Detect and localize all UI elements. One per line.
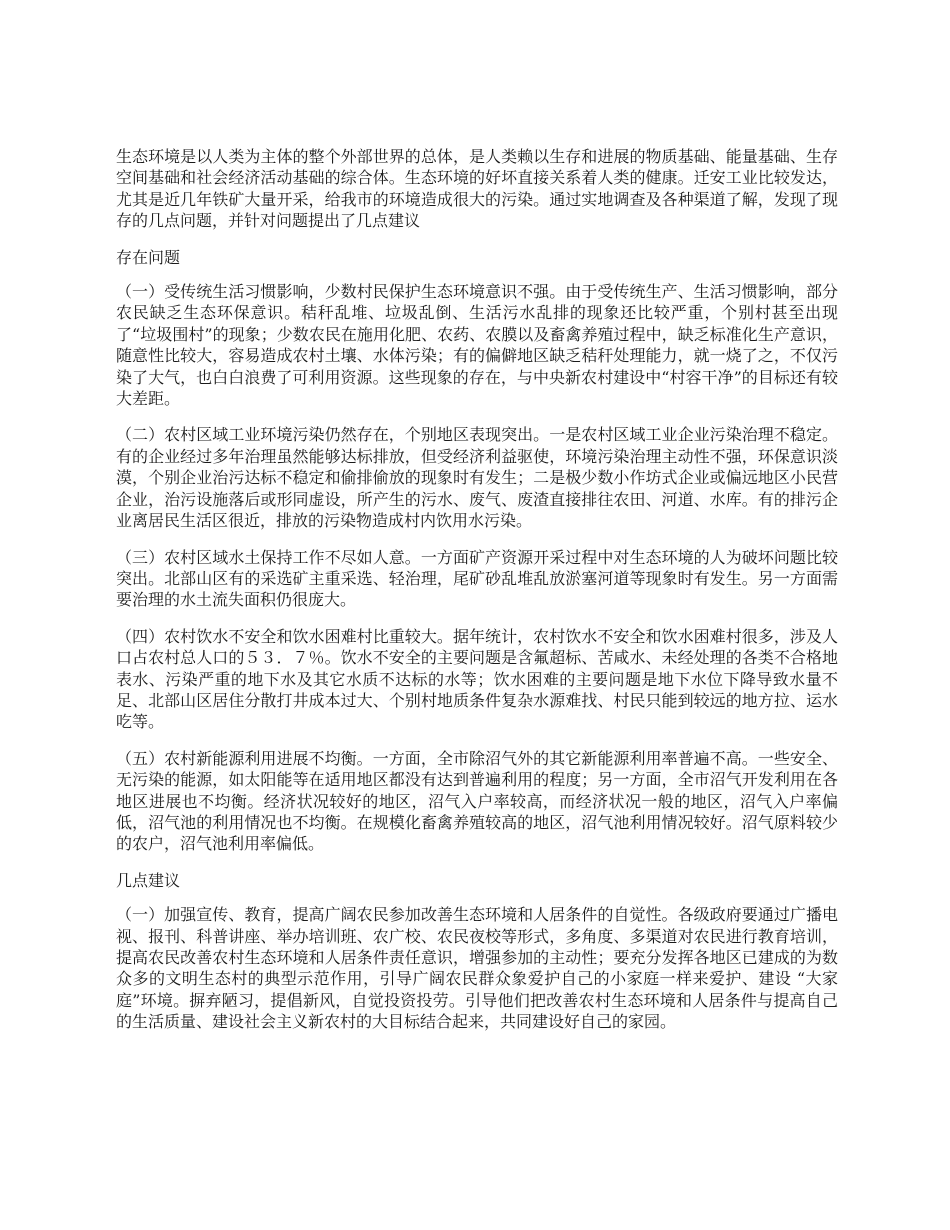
suggestion-paragraph-1: （一）加强宣传、教育，提高广阔农民参加改善生态环境和人居条件的自觉性。各级政府要通过广播电视、报刊、科普讲座、举办培训班、农广校、农民夜校等形式，多角度、多渠道对农民进行教育培训，提高农民改善农村生态环境和人居条件责任意识，增强参加的主动性；要充分发挥各地区已建成的为数众多的文明生态村的典型示范作用，引导广阔农民群众象爱护自己的小家庭一样来爱护、建设 “大家庭”环境。摒弃陋习，提倡新风，自觉投资投劳。引导他们把改善农村生态环境和人居条件与提高自己的生活质量、建设社会主义新农村的大目标结合起来，共同建设好自己的家园。 [116,905,838,1032]
document-body [116,146,838,1048]
problem-paragraph-1: （一）受传统生活习惯影响，少数村民保护生态环境意识不强。由于受传统生产、生活习惯影响，部分农民缺乏生态环保意识。秸秆乱堆、垃圾乱倒、生活污水乱排的现象还比较严重，个别村甚至出现了“垃圾围村”的现象；少数农民在施用化肥、农药、农膜以及畜禽养殖过程中，缺乏标准化生产意识，随意性比较大，容易造成农村土壤、水体污染；有的偏僻地区缺乏秸秆处理能力，就一烧了之，不仅污染了大气，也白白浪费了可利用资源。这些现象的存在，与中央新农村建设中“村容干净”的目标还有较大差距。 [116,282,838,409]
problem-paragraph-2: （二）农村区域工业环境污染仍然存在，个别地区表现突出。一是农村区域工业企业污染治理不稳定。有的企业经过多年治理虽然能够达标排放，但受经济利益驱使，环境污染治理主动性不强，环保意识淡漠，个别企业治污达标不稳定和偷排偷放的现象时有发生；二是极少数小作坊式企业或偏远地区小民营企业，治污设施落后或形同虚设，所产生的污水、废气、废渣直接排往农田、河道、水库。有的排污企业离居民生活区很近，排放的污染物造成村内饮用水污染。 [116,425,838,531]
problem-paragraph-3: （三）农村区域水土保持工作不尽如人意。一方面矿产资源开采过程中对生态环境的人为破坏问题比较突出。北部山区有的采选矿主重采选、轻治理，尾矿砂乱堆乱放淤塞河道等现象时有发生。另一方面需要治理的水土流失面积仍很庞大。 [116,547,838,610]
problem-paragraph-4: （四）农村饮水不安全和饮水困难村比重较大。据年统计，农村饮水不安全和饮水困难村很多，涉及人口占农村总人口的５３．７％。饮水不安全的主要问题是含氟超标、苦咸水、未经处理的各类不合格地表水、污染严重的地下水及其它水质不达标的水等；饮水困难的主要问题是地下水位下降导致水量不足、北部山区居住分散打井成本过大、个别村地质条件复杂水源难找、村民只能到较远的地方拉、运水吃等。 [116,626,838,732]
problem-paragraph-5: （五）农村新能源利用进展不均衡。一方面，全市除沼气外的其它新能源利用率普遍不高。一些安全、无污染的能源，如太阳能等在适用地区都没有达到普遍利用的程度；另一方面，全市沼气开发利用在各地区进展也不均衡。经济状况较好的地区，沼气入户率较高，而经济状况一般的地区，沼气入户率偏低，沼气池的利用情况也不均衡。在规模化畜禽养殖较高的地区，沼气池利用情况较好。沼气原料较少的农户，沼气池利用率偏低。 [116,748,838,854]
intro-paragraph: 生态环境是以人类为主体的整个外部世界的总体，是人类赖以生存和进展的物质基础、能量基础、生存空间基础和社会经济活动基础的综合体。生态环境的好坏直接关系着人类的健康。迁安工业比较发达，尤其是近几年铁矿大量开采，给我市的环境造成很大的污染。通过实地调查及各种渠道了解，发现了现存的几点问题，并针对问题提出了几点建议 [116,147,838,231]
section-heading-suggestions: 几点建议 [116,870,181,890]
section-heading-problems: 存在问题 [116,247,181,267]
